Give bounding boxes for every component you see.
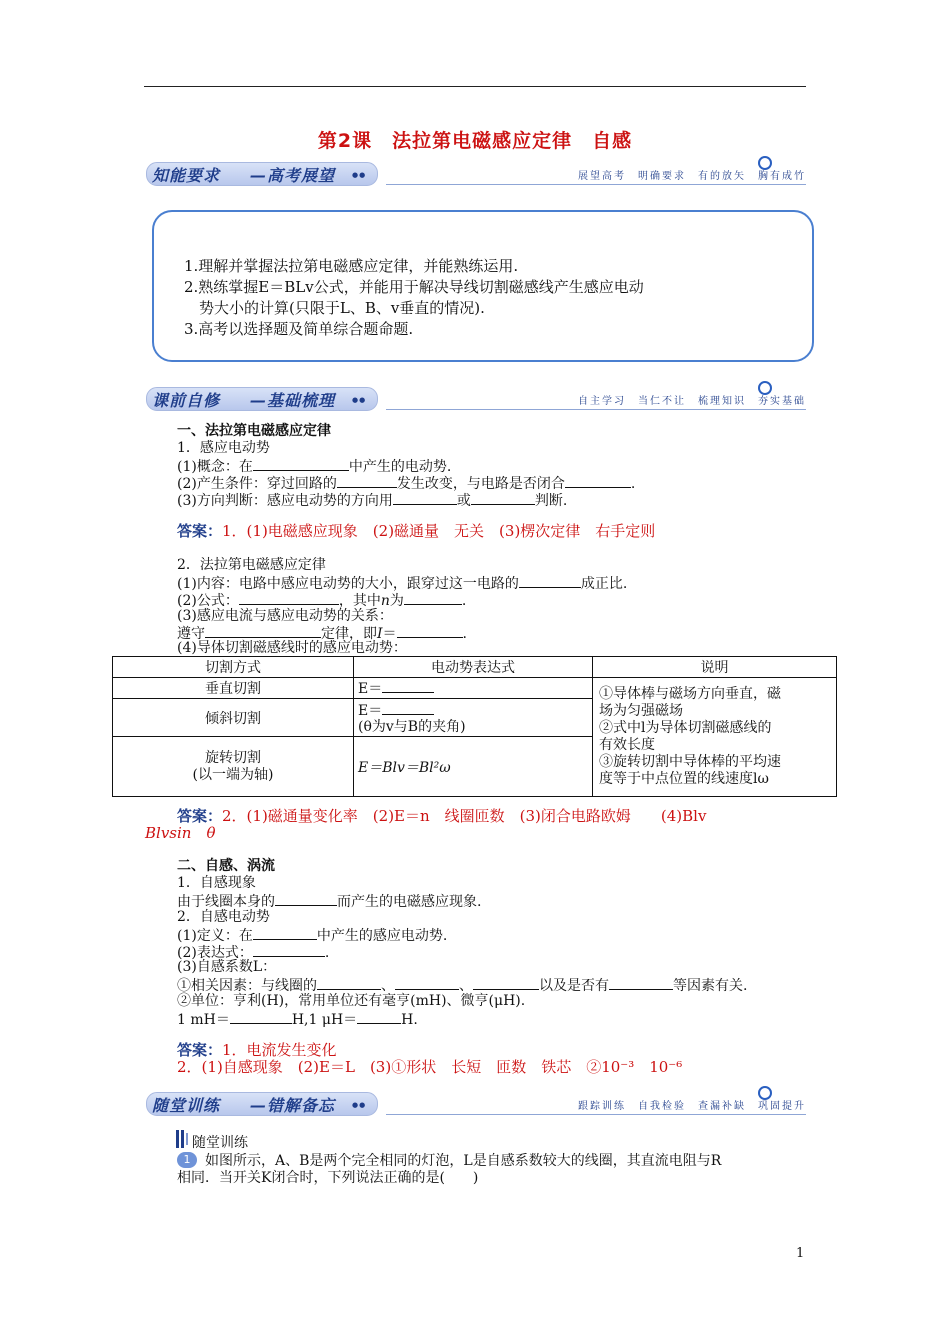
question-number-badge: 1 (177, 1152, 197, 1168)
fill-blank[interactable] (317, 976, 381, 990)
fill-blank[interactable] (253, 926, 317, 940)
cell-mode: 倾斜切割 (113, 699, 354, 737)
answer-line: 2．(1)自感现象 (2)E＝L (3)①形状 长短 匝数 铁芯 ②10⁻³ 10⁻⁶ (177, 1058, 683, 1076)
banner-subtitle: 展望高考 明确要求 有的放矢 胸有成竹 (578, 171, 806, 182)
answer-line: Blvsin θ (145, 824, 216, 842)
text-line: (2)公式： ，其中n为 . (177, 593, 467, 609)
column-header: 切割方式 (113, 657, 354, 678)
column-header: 说明 (593, 657, 837, 678)
banner-left-label: 知能要求 (152, 166, 221, 185)
subheading: 1．感应电动势 (177, 440, 270, 456)
text-line: 遵守 定律，即I＝ . (177, 626, 467, 642)
section-banner-basics (146, 383, 812, 411)
cell-mode: 垂直切割 (113, 678, 354, 699)
section-banner-practice (146, 1088, 812, 1116)
fill-blank[interactable] (473, 976, 539, 990)
banner-subtitle: 自主学习 当仁不让 梳理知识 夯实基础 (578, 396, 806, 407)
text-line: (4)导体切割磁感线时的感应电动势： (177, 640, 407, 656)
section-banner-goals (146, 158, 812, 186)
column-header: 电动势表达式 (354, 657, 593, 678)
fill-blank[interactable] (230, 1010, 292, 1024)
fill-blank[interactable] (253, 943, 325, 957)
text-line: (3)自感系数L： (177, 959, 277, 975)
text-line: (1)内容：电路中感应电动势的大小，跟穿过这一电路的 成正比. (177, 576, 628, 592)
fill-blank[interactable] (395, 976, 459, 990)
fill-blank[interactable] (357, 1010, 401, 1024)
cell-expr: E＝ (θ为v与B的夹角) (354, 699, 593, 737)
fill-blank[interactable] (609, 976, 673, 990)
cell-expr: E＝Blv＝Bl²ω (354, 737, 593, 797)
goal-item: 势大小的计算(只限于L、B、v垂直的情况). (184, 299, 485, 317)
section-heading: 二、自感、涡流 (177, 858, 275, 874)
answer-line: 答案：2．(1)磁通量变化率 (2)E＝n 线圈匝数 (3)闭合电路欧姆 (4)Blv (177, 807, 707, 825)
text-line: 1 mH＝ H,1 μH＝ H. (177, 1012, 418, 1028)
fill-blank[interactable] (397, 624, 463, 638)
fill-blank[interactable] (565, 474, 631, 488)
cell-mode: 旋转切割 (以一端为轴) (113, 737, 354, 797)
header-rule (144, 86, 806, 87)
section-heading: 一、法拉第电磁感应定律 (177, 423, 331, 439)
fill-blank[interactable] (275, 892, 337, 906)
goal-item: 2.熟练掌握E＝BLv公式，并能用于解决导线切割磁感线产生感应电动 (184, 278, 644, 296)
goal-item: 1.理解并掌握法拉第电磁感应定律，并能熟练运用. (184, 257, 519, 275)
question-text: 相同．当开关K闭合时，下列说法正确的是( ) (177, 1170, 479, 1186)
text-line: (2)表达式： . (177, 945, 330, 961)
fill-blank[interactable] (471, 491, 535, 505)
banner-subtitle: 跟踪训练 自我检验 查漏补缺 巩固提升 (578, 1101, 806, 1112)
subheading: 2．法拉第电磁感应定律 (177, 557, 326, 573)
text-line: (1)定义：在 中产生的感应电动势. (177, 928, 448, 944)
answer-line: 答案：1．(1)电磁感应现象 (2)磁通量 无关 (3)楞次定律 右手定则 (177, 522, 656, 540)
page-title: 第2课 法拉第电磁感应定律 自感 (317, 130, 633, 152)
fill-blank[interactable] (393, 491, 457, 505)
banner-right-label: —错解备忘 (250, 1096, 336, 1115)
fill-blank[interactable] (337, 474, 397, 488)
practice-label: 随堂训练 (192, 1135, 248, 1151)
emf-table (112, 656, 837, 797)
dots-icon: ●● (352, 1101, 367, 1109)
answer-line: 答案：1．电流发生变化 (177, 1041, 337, 1059)
fill-blank[interactable] (519, 574, 581, 588)
text-line: (1)概念：在 中产生的电动势. (177, 459, 452, 475)
fill-blank[interactable] (404, 591, 462, 605)
text-line: (2)产生条件：穿过回路的 发生改变，与电路是否闭合 . (177, 476, 636, 492)
page-number: 1 (796, 1246, 805, 1261)
table-header-row (113, 657, 837, 678)
question-text: 如图所示，A、B是两个完全相同的灯泡，L是自感系数较大的线圈，其直流电阻与R (205, 1153, 722, 1169)
text-line: (3)方向判断：感应电动势的方向用 或 判断. (177, 493, 568, 509)
banner-right-label: —基础梳理 (250, 391, 336, 410)
text-line: (3)感应电流与感应电动势的关系： (177, 608, 393, 624)
banner-left-label: 随堂训练 (152, 1096, 221, 1115)
dots-icon: ●● (352, 396, 367, 404)
subheading: 2．自感电动势 (177, 909, 270, 925)
banner-right-label: —高考展望 (250, 166, 336, 185)
goal-item: 3.高考以选择题及简单综合题命题. (184, 320, 414, 338)
fill-blank[interactable] (205, 624, 321, 638)
fill-blank[interactable] (382, 701, 434, 715)
fill-blank[interactable] (239, 591, 339, 605)
text-line: ①相关因素：与线圈的 、 、 以及是否有 等因素有关. (177, 978, 748, 994)
cell-notes: ①导体棒与磁场方向垂直，磁 场为匀强磁场 ②式中l为导体切割磁感线的 有效长度 ③旋转切割中导体棒的平均速 度等于中点位置的线速度lω (593, 678, 837, 797)
subheading: 1．自感现象 (177, 875, 256, 891)
goals-list (184, 256, 644, 340)
dots-icon: ●● (352, 171, 367, 179)
text-line: ②单位：亨利(H)，常用单位还有毫亨(mH)、微亨(μH). (177, 993, 526, 1009)
banner-left-label: 课前自修 (152, 391, 221, 410)
fill-blank[interactable] (382, 679, 434, 693)
cell-expr: E＝ (354, 678, 593, 699)
fill-blank[interactable] (253, 457, 349, 471)
bars-icon (176, 1130, 188, 1148)
table-row (113, 678, 837, 699)
text-line: 由于线圈本身的 而产生的电磁感应现象. (177, 894, 482, 910)
